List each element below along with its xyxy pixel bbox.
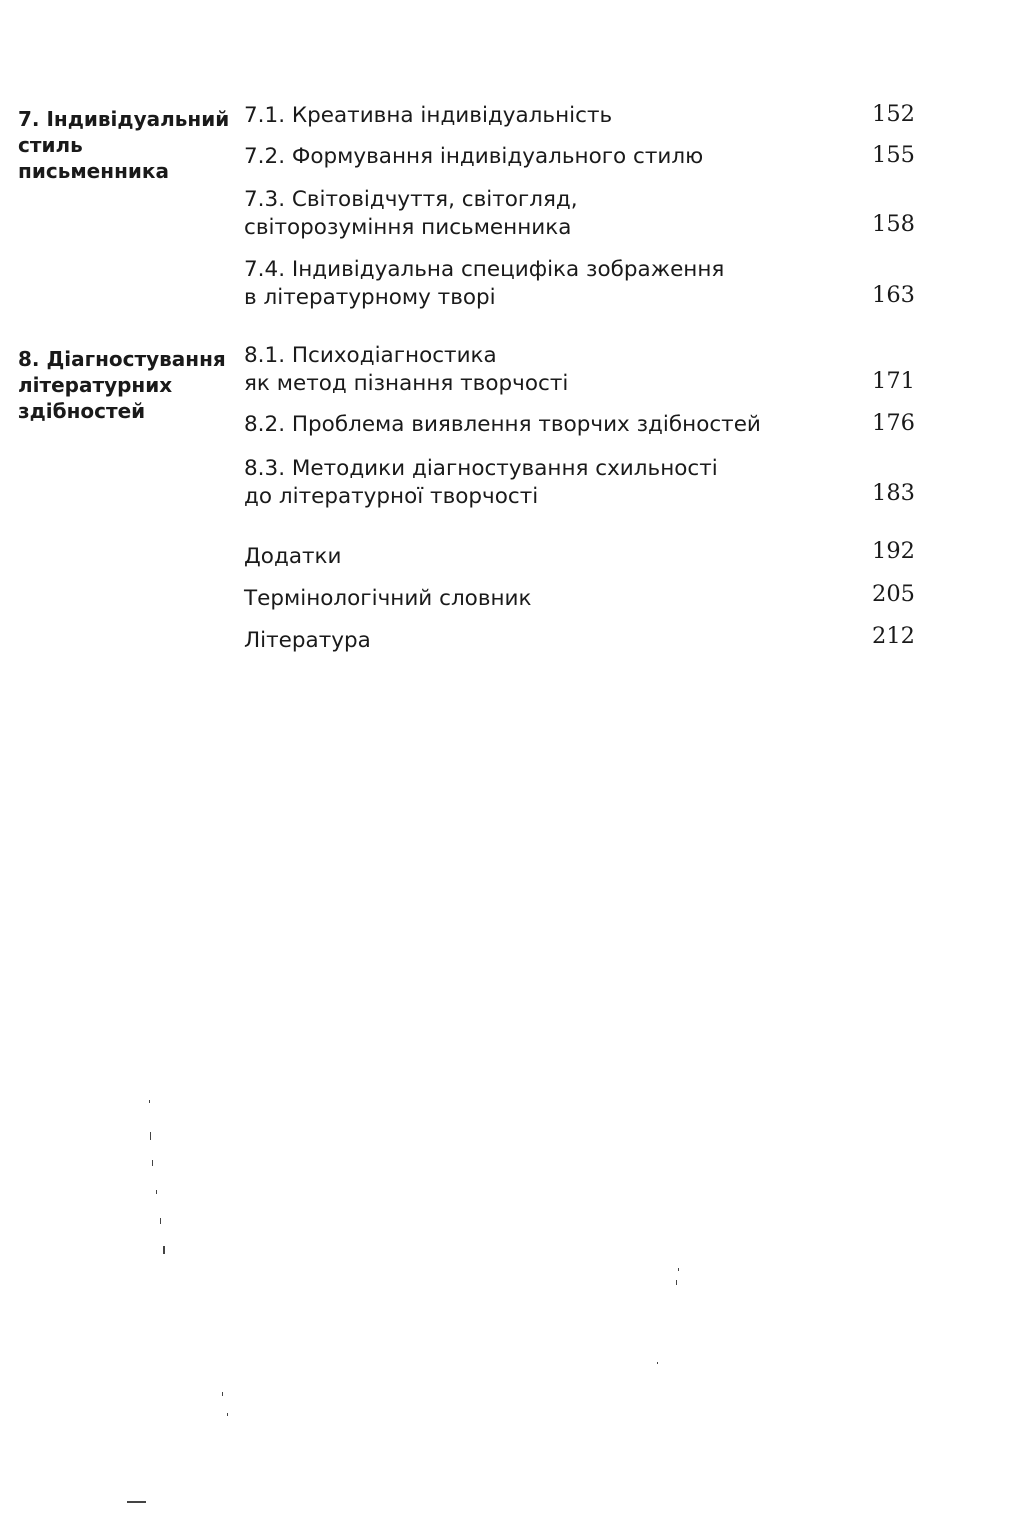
chapter-8-title (18, 346, 243, 424)
toc-entry-line: до літературної творчості (244, 484, 539, 509)
toc-entry-line: 7.1. Креативна індивідуальність (244, 103, 613, 128)
chapter-title-line: здібностей (18, 399, 146, 423)
chapter-7-title (18, 106, 243, 184)
scan-speck (149, 1100, 150, 1103)
toc-entry-line: Додатки (244, 544, 342, 569)
scan-speck (657, 1362, 658, 1364)
page-number: 152 (872, 101, 915, 127)
scan-speck (150, 1132, 151, 1140)
toc-entry-8-3 (244, 455, 804, 511)
toc-entry-line: 8.2. Проблема виявлення творчих здібностей (244, 412, 761, 437)
scan-speck (227, 1413, 228, 1416)
toc-entry-line: Література (244, 628, 371, 653)
chapter-title-line: 8. Діагностування (18, 347, 226, 371)
chapter-title-line: стиль (18, 133, 83, 157)
page-number: 205 (872, 581, 915, 607)
page-number: 163 (872, 282, 915, 308)
scan-speck (127, 1501, 146, 1503)
toc-entry-7-1 (244, 102, 804, 130)
scan-speck (163, 1246, 165, 1254)
toc-entry-8-2 (244, 411, 804, 439)
toc-entry-literature (244, 627, 804, 655)
chapter-title-line: письменника (18, 159, 169, 183)
toc-entry-7-2 (244, 143, 804, 171)
scan-speck (222, 1392, 223, 1396)
toc-entry-line: як метод пізнання творчості (244, 371, 569, 396)
scan-speck (678, 1268, 679, 1271)
page-number: 155 (872, 142, 915, 168)
chapter-title-line: літературних (18, 373, 173, 397)
toc-entry-line: 8.3. Методики діагностування схильності (244, 456, 718, 481)
scan-speck (156, 1190, 157, 1194)
toc-entry-7-3 (244, 186, 804, 242)
scan-speck (152, 1160, 153, 1166)
toc-entry-line: 8.1. Психодіагностика (244, 343, 497, 368)
toc-entry-line: в літературному творі (244, 285, 496, 310)
chapter-title-line: 7. Індивідуальний (18, 107, 230, 131)
toc-entry-line: світорозуміння письменника (244, 215, 572, 240)
scan-speck (676, 1280, 677, 1285)
scan-speck (160, 1218, 161, 1224)
page-number: 176 (872, 410, 915, 436)
toc-entry-line: 7.4. Індивідуальна специфіка зображення (244, 257, 725, 282)
toc-entry-line: 7.2. Формування індивідуального стилю (244, 144, 704, 169)
page-number: 212 (872, 623, 915, 649)
toc-entry-7-4 (244, 256, 804, 312)
page-number: 158 (872, 211, 915, 237)
toc-entry-line: 7.3. Світовідчуття, світогляд, (244, 187, 578, 212)
page-number: 183 (872, 480, 915, 506)
page-number: 171 (872, 368, 915, 394)
toc-entry-glossary (244, 585, 804, 613)
toc-entry-appendices (244, 543, 804, 571)
page-number: 192 (872, 538, 915, 564)
toc-entry-8-1 (244, 342, 804, 398)
toc-entry-line: Термінологічний словник (244, 586, 532, 611)
